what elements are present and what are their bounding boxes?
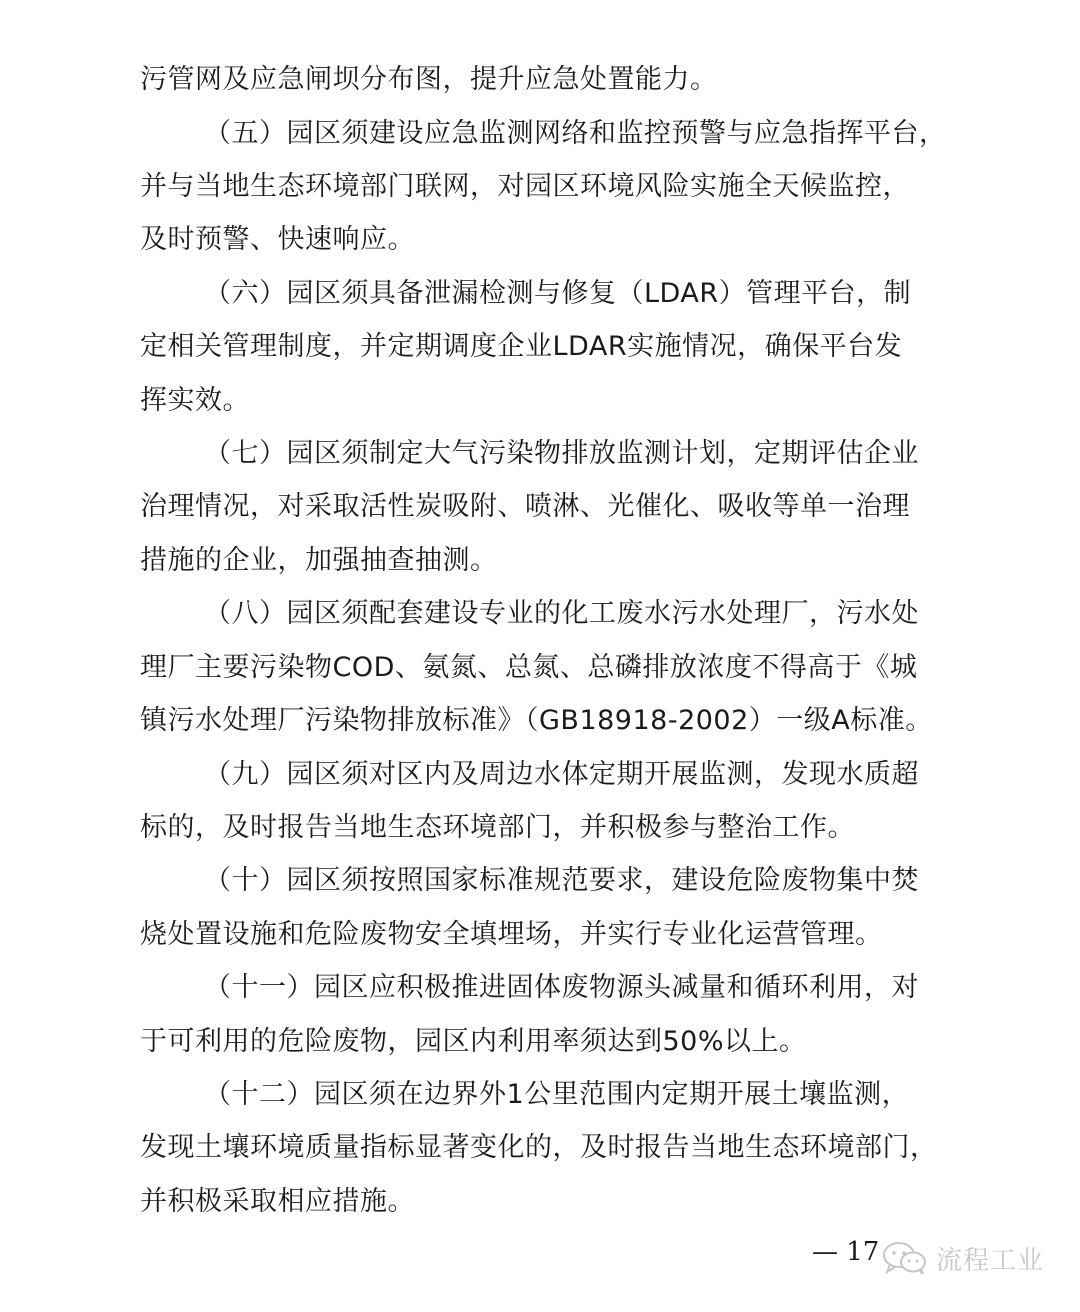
text-line: 及时预警、快速响应。 xyxy=(140,224,415,255)
watermark-text: 流程工业 xyxy=(936,1245,1045,1276)
text-line: 治理情况，对采取活性炭吸附、喷淋、光催化、吸收等单一治理 xyxy=(140,491,910,522)
text-line: （十）园区须按照国家标准规范要求，建设危险废物集中焚 xyxy=(204,865,919,896)
text-line: （十一）园区应积极推进固体废物源头减量和循环利用，对 xyxy=(204,972,919,1003)
text-line: 烧处置设施和危险废物安全填埋场，并实行专业化运营管理。 xyxy=(140,919,883,950)
text-line: 标的，及时报告当地生态环境部门，并积极参与整治工作。 xyxy=(140,812,855,843)
text-line: 镇污水处理厂污染物排放标准》（GB18918-2002）一级A标准。 xyxy=(140,705,933,736)
text-line: 污管网及应急闸坝分布图，提升应急处置能力。 xyxy=(140,64,718,95)
text-line: 并积极采取相应措施。 xyxy=(140,1186,415,1217)
text-line: 挥实效。 xyxy=(140,385,250,416)
text-line: （五）园区须建设应急监测网络和监控预警与应急指挥平台， xyxy=(204,118,947,149)
text-line: （十二）园区须在边界外1公里范围内定期开展土壤监测， xyxy=(204,1079,910,1110)
page-number: — 17 xyxy=(812,1237,880,1267)
wechat-icon xyxy=(880,1240,930,1276)
text-line: 发现土壤环境质量指标显著变化的，及时报告当地生态环境部门， xyxy=(140,1132,938,1163)
text-line: 定相关管理制度，并定期调度企业LDAR实施情况，确保平台发 xyxy=(140,331,903,362)
text-line: （九）园区须对区内及周边水体定期开展监测，发现水质超 xyxy=(204,759,919,790)
text-line: 并与当地生态环境部门联网，对园区环境风险实施全天候监控， xyxy=(140,171,910,202)
text-line: 于可利用的危险废物，园区内利用率须达到50%以上。 xyxy=(140,1026,807,1057)
text-line: （八）园区须配套建设专业的化工废水污水处理厂，污水处 xyxy=(204,598,919,629)
wechat-watermark xyxy=(880,1236,1070,1280)
text-line: 措施的企业，加强抽查抽测。 xyxy=(140,545,498,576)
text-line: 理厂主要污染物COD、氨氮、总氮、总磷排放浓度不得高于《城 xyxy=(140,652,918,683)
text-line: （七）园区须制定大气污染物排放监测计划，定期评估企业 xyxy=(204,438,919,469)
text-line: （六）园区须具备泄漏检测与修复（LDAR）管理平台，制 xyxy=(204,278,912,309)
